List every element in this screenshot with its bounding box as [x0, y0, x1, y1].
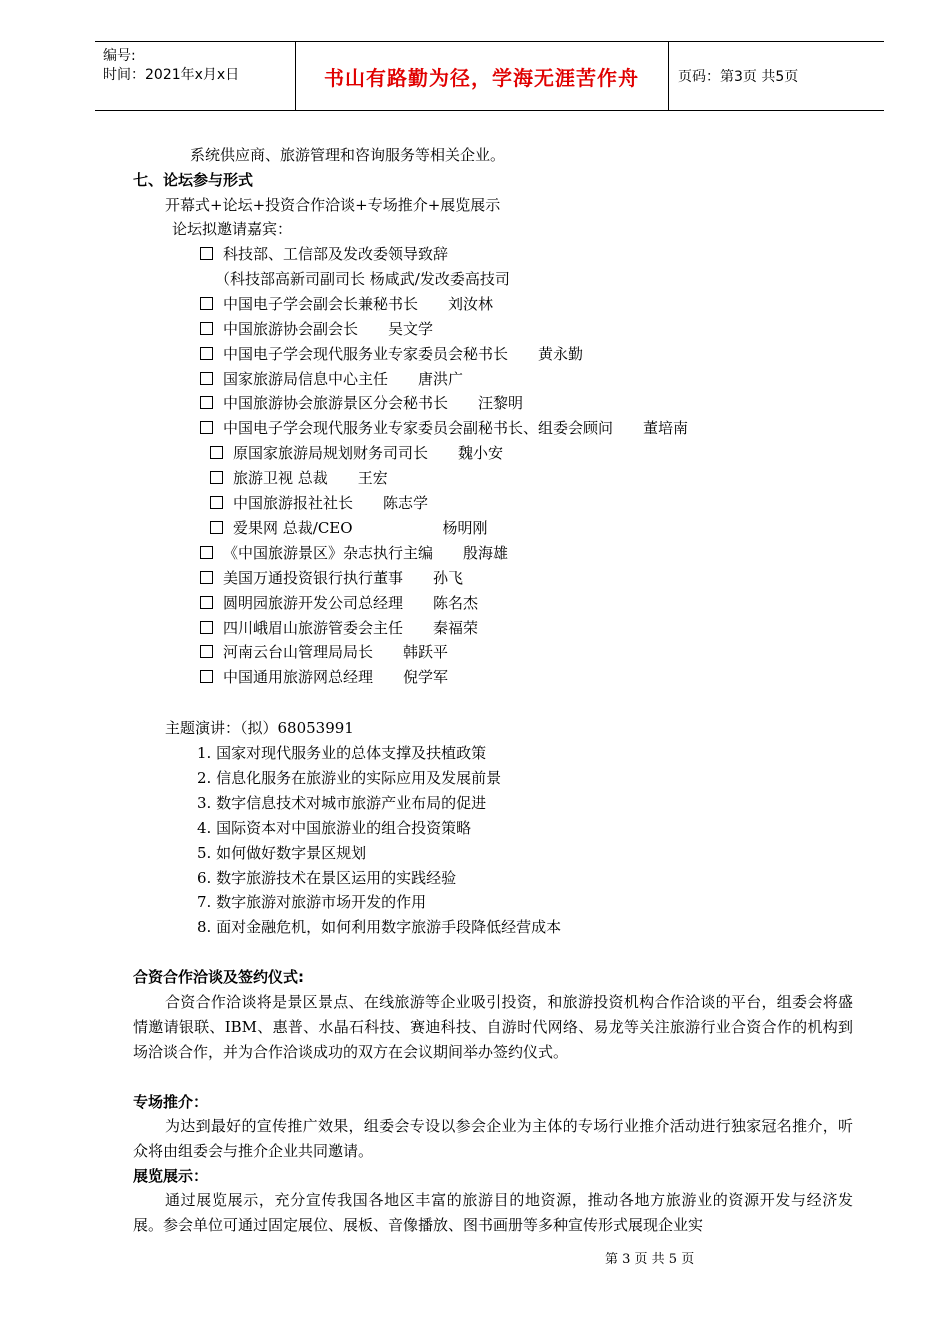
guest-item: [200, 568, 463, 588]
guest-name: 陈志学: [383, 494, 429, 512]
promotion-paragraph: 为达到最好的宣传推广效果，组委会专设以参会企业为主体的专场行业推介活动进行独家冠名推介，听众将由组委会与推介企业共同邀请。: [133, 1117, 853, 1160]
guest-role: 中国通用旅游网总经理: [223, 668, 374, 686]
guest-role: 中国电子学会现代服务业专家委员会副秘书长、组委会顾问: [223, 419, 614, 437]
guest-item: [200, 593, 478, 613]
guest-role: 中国电子学会副会长兼秘书长: [223, 295, 419, 313]
checkbox-icon: [200, 396, 213, 409]
header-page-label: 页码：第3页 共5页: [678, 69, 799, 85]
guests-intro: 论坛拟邀请嘉宾：: [172, 220, 293, 238]
serial-label: 编号:: [103, 48, 136, 64]
guest-role: 四川峨眉山旅游管委会主任: [223, 619, 404, 637]
guest-role: 河南云台山管理局局长: [223, 643, 374, 661]
guest-item: [200, 244, 448, 264]
checkbox-icon: [210, 496, 223, 509]
exhibition-paragraph: 通过展览展示，充分宣传我国各地区丰富的旅游目的地资源，推动各地方旅游业的资源开发与经济发展。参会单位可通过固定展位、展板、音像播放、图书画册等多种宣传形式展现企业实: [133, 1191, 853, 1234]
checkbox-icon: [200, 297, 213, 310]
checkbox-icon: [200, 645, 213, 658]
checkbox-icon: [200, 347, 213, 360]
guest-role: 中国旅游协会副会长: [223, 320, 359, 338]
investment-title: 合资合作洽谈及签约仪式:: [133, 968, 304, 986]
topic-item: 2. 信息化服务在旅游业的实际应用及发展前景: [197, 769, 502, 787]
checkbox-icon: [200, 546, 213, 559]
topics-label: 主题演讲：（拟）68053991: [165, 719, 354, 737]
guest-item: [210, 443, 503, 463]
guest-role: 《中国旅游景区》杂志执行主编: [223, 544, 434, 562]
guest-item: [215, 269, 510, 289]
guest-name: 秦福荣: [433, 619, 479, 637]
guest-item: [200, 667, 448, 687]
checkbox-icon: [210, 521, 223, 534]
guest-name: 刘汝林: [448, 295, 494, 313]
checkbox-icon: [200, 621, 213, 634]
guest-item: [200, 418, 688, 438]
footer-page-number: 第 3 页 共 5 页: [605, 1252, 695, 1267]
guest-role: 国家旅游局信息中心主任: [223, 370, 389, 388]
topic-item: 6. 数字旅游技术在景区运用的实践经验: [197, 869, 457, 887]
guest-name: 孙飞: [433, 569, 464, 587]
guest-item: [210, 468, 388, 488]
guest-item: [200, 294, 493, 314]
exhibition-title: 展览展示：: [133, 1167, 209, 1185]
guest-role: 爱果网 总裁/CEO: [233, 519, 353, 537]
checkbox-icon: [200, 421, 213, 434]
guest-name: 陈名杰: [433, 594, 479, 612]
forum-format: 开幕式+论坛+投资合作洽谈+专场推介+展览展示: [165, 196, 501, 214]
checkbox-icon: [210, 446, 223, 459]
checkbox-icon: [210, 471, 223, 484]
checkbox-icon: [200, 670, 213, 683]
guest-name: 倪学军: [403, 668, 449, 686]
guest-item: [210, 518, 488, 538]
guest-item: [200, 642, 448, 662]
guest-role: 旅游卫视 总裁: [233, 469, 328, 487]
guest-name: 汪黎明: [478, 394, 524, 412]
guest-role: （科技部高新司副司长 杨咸武/发改委高技司: [215, 270, 510, 288]
guest-name: 魏小安: [458, 444, 504, 462]
header-meta-cell: [95, 42, 295, 110]
guest-name: 董培南: [643, 419, 689, 437]
guest-role: 中国旅游报社社长: [233, 494, 354, 512]
topic-item: 1. 国家对现代服务业的总体支撑及扶植政策: [197, 744, 487, 762]
guest-item: [210, 493, 428, 513]
guest-item: [200, 618, 478, 638]
guest-name: 王宏: [357, 469, 388, 487]
guest-item: [200, 393, 523, 413]
promotion-title: 专场推介：: [133, 1093, 209, 1111]
guest-name: 杨明刚: [442, 519, 488, 537]
checkbox-icon: [200, 372, 213, 385]
continuation-text: 系统供应商、旅游管理和咨询服务等相关企业。: [190, 146, 506, 164]
guest-item: [200, 543, 508, 563]
topic-item: 4. 国际资本对中国旅游业的组合投资策略: [197, 819, 472, 837]
guest-role: 科技部、工信部及发改委领导致辞: [223, 245, 449, 263]
checkbox-icon: [200, 571, 213, 584]
guest-role: 圆明园旅游开发公司总经理: [223, 594, 404, 612]
guest-role: 中国电子学会现代服务业专家委员会秘书长: [223, 345, 509, 363]
guest-name: 韩跃平: [403, 643, 449, 661]
guest-role: 中国旅游协会旅游景区分会秘书长: [223, 394, 449, 412]
time-label: 时间：2021年x月x日: [103, 67, 240, 83]
guest-item: [200, 319, 433, 339]
page-header: [95, 41, 884, 111]
topic-item: 3. 数字信息技术对城市旅游产业布局的促进: [197, 794, 487, 812]
topic-item: 8. 面对金融危机，如何利用数字旅游手段降低经营成本: [197, 918, 562, 936]
checkbox-icon: [200, 247, 213, 260]
guest-item: [200, 344, 583, 364]
guest-name: 唐洪广: [418, 370, 464, 388]
guest-role: 原国家旅游局规划财务司司长: [233, 444, 429, 462]
checkbox-icon: [200, 596, 213, 609]
investment-paragraph: 合资合作洽谈将是景区景点、在线旅游等企业吸引投资，和旅游投资机构合作洽谈的平台，组委会将盛情邀请银联、IBM、惠普、水晶石科技、赛迪科技、自游时代网络、易龙等关注旅游行业合资合作的机构到场洽谈合作，并为合作洽谈成功的双方在会议期间举办签约仪式。: [133, 993, 853, 1061]
guest-item: [200, 369, 463, 389]
guest-name: 吴文学: [388, 320, 434, 338]
checkbox-icon: [200, 322, 213, 335]
topic-item: 5. 如何做好数字景区规划: [197, 844, 367, 862]
section-title: 七、论坛参与形式: [133, 171, 254, 189]
guest-name: 殷海雄: [463, 544, 509, 562]
topic-item: 7. 数字旅游对旅游市场开发的作用: [197, 893, 427, 911]
guest-role: 美国万通投资银行执行董事: [223, 569, 404, 587]
header-motto: 书山有路勤为径，学海无涯苦作舟: [324, 65, 639, 90]
guest-name: 黄永勤: [538, 345, 584, 363]
